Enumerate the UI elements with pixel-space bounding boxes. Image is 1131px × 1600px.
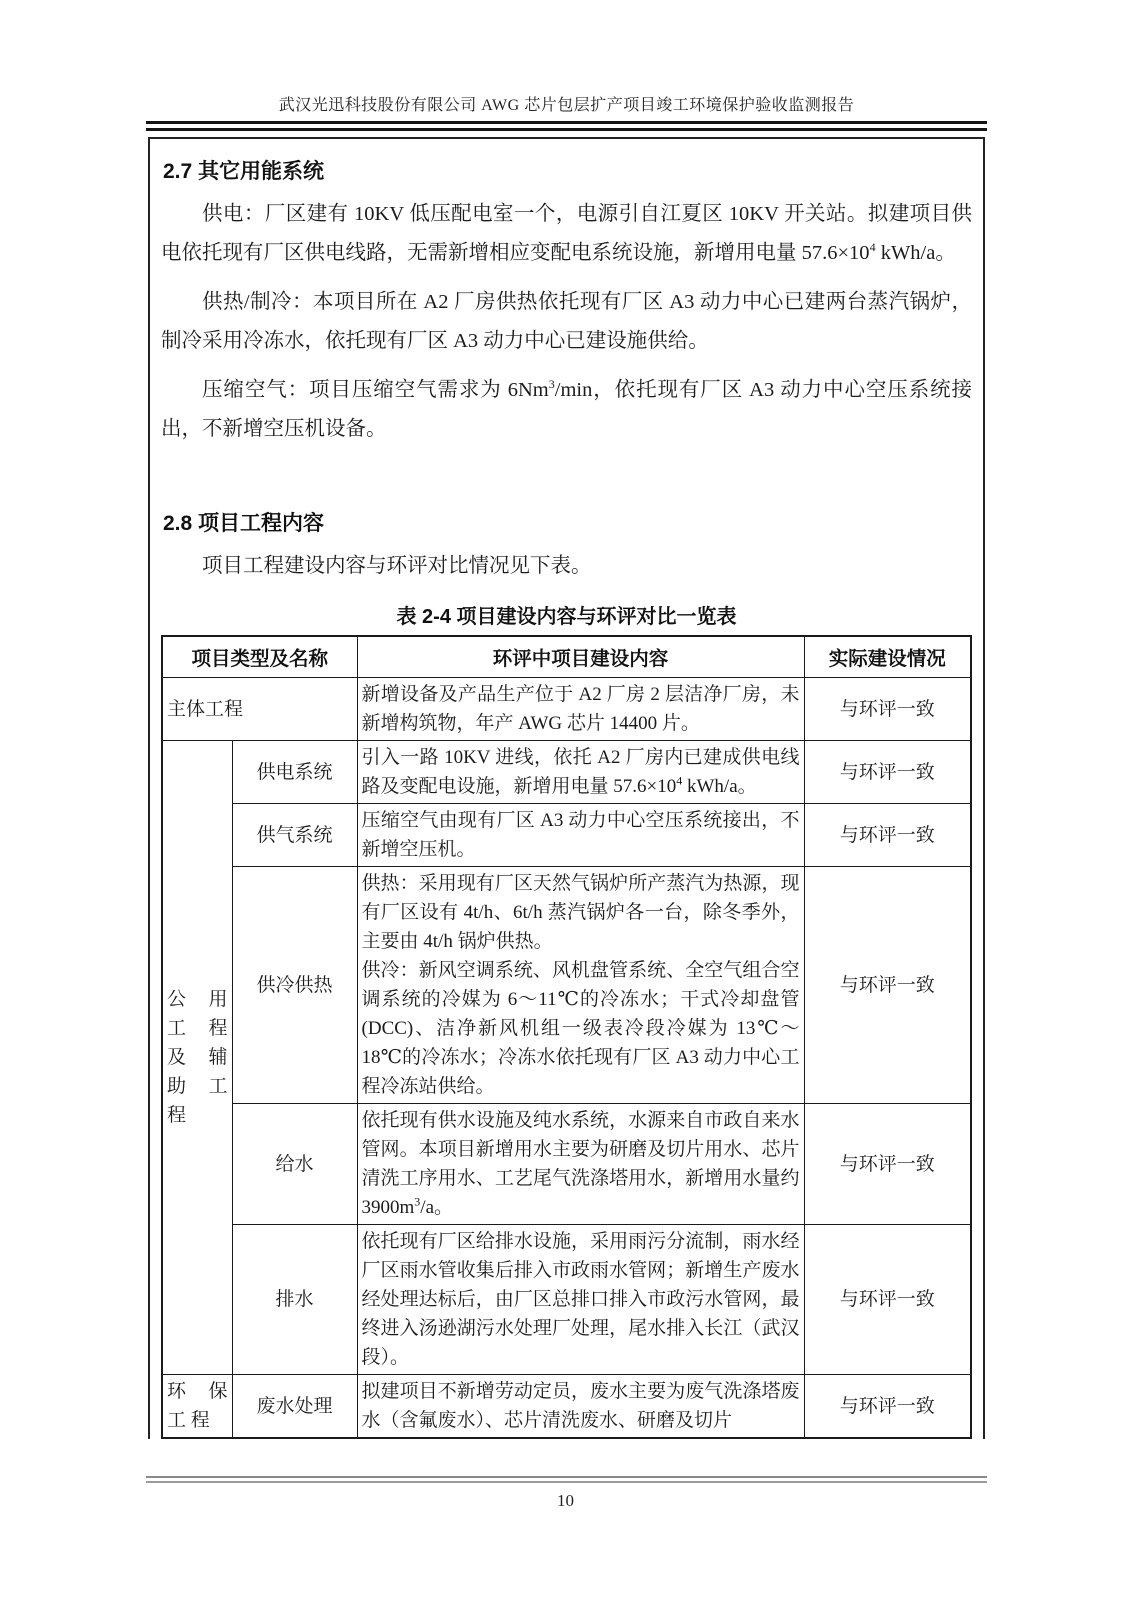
content-frame <box>148 137 985 1439</box>
text-segment: 引入一路 10KV 进线，依托 A2 厂房内已建成供电线路及变配电设施，新增用电量 57.6×10 <box>361 747 800 797</box>
text-segment: kWh/a。 <box>875 242 956 264</box>
cell-power-name: 供电系统 <box>232 741 357 804</box>
cell-main-project-content: 新增设备及产品生产位于 A2 厂房 2 层洁净厂房，未新增构筑物，年产 AWG 芯片 14400 片。 <box>357 678 804 741</box>
table-row-power-system <box>162 741 971 804</box>
cell-wastewater-status: 与环评一致 <box>804 1375 971 1439</box>
paragraph-compressed-air <box>161 371 972 449</box>
running-header: 武汉光迅科技股份有限公司 AWG 芯片包层扩产项目竣工环境保护验收监测报告 <box>278 97 855 114</box>
text-segment: 依托现有供水设施及纯水系统，水源来自市政自来水管网。本项目新增用水主要为研磨及切片用水、芯片清洗工序用水、工艺尾气洗涤塔用水，新增用水量约 3900m <box>361 1110 800 1218</box>
table-caption: 表 2-4 项目建设内容与环评对比一览表 <box>396 606 737 628</box>
cell-power-status: 与环评一致 <box>804 741 971 804</box>
cell-drainage-status: 与环评一致 <box>804 1225 971 1375</box>
cell-main-project-status: 与环评一致 <box>804 678 971 741</box>
paragraph-power-supply <box>161 195 972 273</box>
paragraph-table-intro: 项目工程建设内容与环评对比情况见下表。 <box>202 555 592 577</box>
cell-water-supply-name: 给水 <box>232 1104 357 1225</box>
cell-power-content <box>357 741 804 804</box>
cell-env-group-label: 环 保 工 程 <box>162 1375 232 1439</box>
table-row-gas-system <box>162 804 971 867</box>
superscript: 3 <box>548 377 555 392</box>
section-2-7-heading: 2.7 其它用能系统 <box>163 160 325 183</box>
cell-wastewater-content: 拟建项目不新增劳动定员，废水主要为废气洗涤塔废水（含氟废水）、芯片清洗废水、研磨及切片 <box>357 1375 804 1439</box>
text-segment: /min，依托现有厂区 A3 动力中心空压系统接出，不新增空压机设备。 <box>161 379 973 440</box>
section-2-8-heading: 2.8 项目工程内容 <box>163 512 325 535</box>
header-double-rule <box>146 121 987 131</box>
table-row-hvac <box>162 867 971 1104</box>
cell-main-project-name: 主体工程 <box>162 678 357 741</box>
paragraph-heating-cooling: 供热/制冷：本项目所在 A2 厂房供热依托现有厂区 A3 动力中心已建两台蒸汽锅炉，制冷采用冷冻水，依托现有厂区 A3 动力中心已建设施供给。 <box>161 291 972 352</box>
table-row-drainage <box>162 1225 971 1375</box>
footer-double-rule <box>146 1476 987 1483</box>
cell-hvac-content <box>357 867 804 1104</box>
header-cell-actual: 实际建设情况 <box>804 636 971 678</box>
text-segment: /a。 <box>420 1197 454 1218</box>
table-row-wastewater <box>162 1375 971 1439</box>
cell-hvac-status: 与环评一致 <box>804 867 971 1104</box>
table-row-main-project <box>162 678 971 741</box>
superscript: 4 <box>676 773 683 788</box>
table-header-row <box>162 636 971 678</box>
hvac-cooling-paragraph: 供冷：新风空调系统、风机盘管系统、全空气组合空调系统的冷媒为 6～11℃的冷冻水；干式冷却盘管(DCC)、洁净新风机组一级表冷段冷媒为 13℃～18℃的冷冻水；冷冻水依托现有厂区 A3 动力中心工程冷冻站供给。 <box>361 960 800 1097</box>
cell-gas-status: 与环评一致 <box>804 804 971 867</box>
hvac-heating-paragraph: 供热：采用现有厂区天然气锅炉所产蒸汽为热源，现有厂区设有 4t/h、6t/h 蒸汽锅炉各一台，除冬季外，主要由 4t/h 锅炉供热。 <box>361 873 800 952</box>
cell-water-supply-status: 与环评一致 <box>804 1104 971 1225</box>
superscript: 4 <box>869 240 876 255</box>
header-cell-category: 项目类型及名称 <box>162 636 357 678</box>
cell-hvac-name: 供冷供热 <box>232 867 357 1104</box>
cell-drainage-name: 排水 <box>232 1225 357 1375</box>
cell-drainage-content: 依托现有厂区给排水设施，采用雨污分流制，雨水经厂区雨水管收集后排入市政雨水管网；新增生产废水经处理达标后，由厂区总排口排入市政污水管网，最终进入汤逊湖污水处理厂处理，尾水排入长江（武汉段）。 <box>357 1225 804 1375</box>
header-cell-eia-content: 环评中项目建设内容 <box>357 636 804 678</box>
table-row-water-supply <box>162 1104 971 1225</box>
cell-water-supply-content <box>357 1104 804 1225</box>
text-segment: 压缩空气：项目压缩空气需求为 6Nm <box>202 379 549 401</box>
text-segment: kWh/a。 <box>682 776 757 797</box>
cell-gas-content: 压缩空气由现有厂区 A3 动力中心空压系统接出，不新增空压机。 <box>357 804 804 867</box>
superscript: 3 <box>414 1194 421 1209</box>
cell-utility-group-label: 公 用 工 程 及 辅 助 工 程 <box>162 741 232 1375</box>
cell-wastewater-name: 废水处理 <box>232 1375 357 1439</box>
cell-gas-name: 供气系统 <box>232 804 357 867</box>
page-number: 10 <box>557 1491 574 1510</box>
comparison-table <box>161 635 972 1439</box>
text-segment: 供电：厂区建有 10KV 低压配电室一个，电源引自江夏区 10KV 开关站。拟建项目供电依托现有厂区供电线路，无需新增相应变配电系统设施，新增用电量 57.6×10 <box>161 203 972 264</box>
